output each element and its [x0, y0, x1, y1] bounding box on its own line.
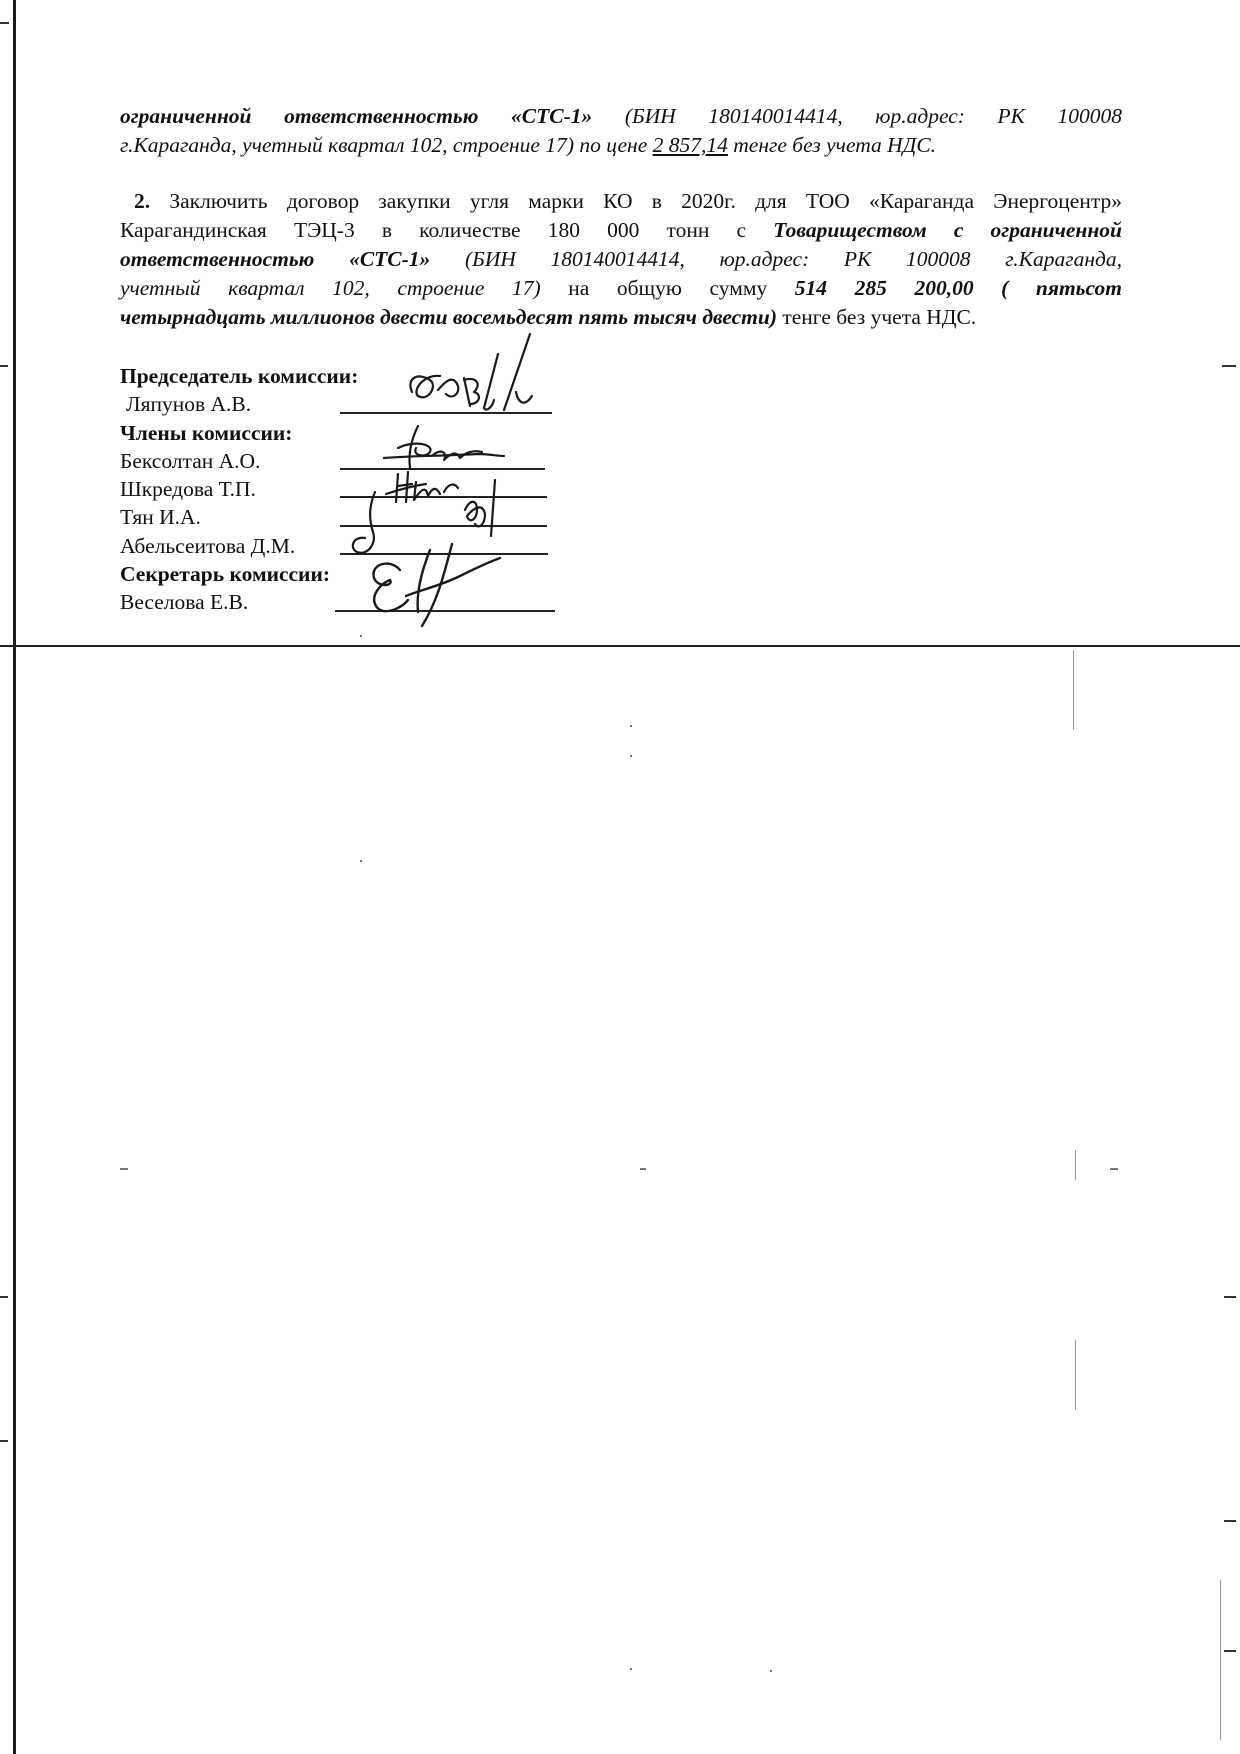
scan-tick [0, 365, 8, 367]
scan-speck [770, 1670, 772, 1672]
paragraph-1-line-2 [120, 131, 1122, 160]
partner-details: (БИН 180140014414, юр.адрес: РК 100008 г.Караганда, [464, 247, 1123, 271]
scan-speck [120, 1168, 128, 1170]
total-amount: 514 285 200,00 ( пятьсот [794, 276, 1122, 300]
scan-speck [640, 1168, 646, 1170]
paragraph-2-text: Карагандинская ТЭЦ-3 в количестве 180 000 тонн с [120, 218, 747, 242]
secretary-title: Секретарь комиссии: [120, 562, 330, 587]
scan-tick [0, 22, 9, 24]
scan-tick [1224, 1650, 1236, 1652]
paragraph-2-line-3 [120, 245, 1122, 274]
scan-speck [1075, 1150, 1076, 1180]
paragraph-2-line-4 [120, 274, 1122, 303]
paragraph-2-line-1 [120, 187, 1122, 216]
paragraph-2 [120, 187, 1122, 332]
scan-tick [1224, 1520, 1236, 1522]
scan-tick [1222, 365, 1236, 367]
company-address: г.Караганда, учетный квартал 102, строение 17) по цене [120, 133, 648, 157]
item-number: 2. [134, 189, 151, 213]
scan-speck [1073, 650, 1074, 730]
scan-tick [0, 1296, 8, 1298]
chair-signature [400, 330, 550, 422]
scan-speck [630, 1668, 632, 1670]
page-left-edge [13, 0, 16, 1754]
amount-suffix: тенге без учета НДС. [782, 305, 977, 329]
scan-fold-line [0, 645, 1240, 647]
paragraph-2-line-5 [120, 303, 1122, 332]
company-form: ограниченной ответственностью [120, 104, 479, 128]
chair-title: Председатель комиссии: [120, 364, 359, 388]
members-title: Члены комиссии: [120, 420, 293, 445]
member-name: Тян И.А. [120, 505, 201, 530]
scan-speck [1075, 1340, 1076, 1410]
member-signature [455, 476, 505, 546]
scan-tick [0, 1440, 8, 1442]
member-name: Шкредова Т.П. [120, 477, 256, 502]
amount-in-words: четырнадцать миллионов двести восемьдесят пять тысяч двести) [120, 305, 777, 329]
scan-speck [630, 755, 632, 757]
scan-speck [630, 725, 632, 727]
unit-price: 2 857,14 [652, 133, 728, 157]
scan-speck [1220, 1580, 1221, 1740]
partner-form: Товариществом с ограниченной [773, 218, 1123, 242]
company-details: (БИН 180140014414, юр.адрес: РК 100008 [624, 104, 1123, 128]
chair-name: Ляпунов А.В. [126, 392, 252, 417]
partner-name: «СТС-1» [349, 247, 431, 271]
paragraph-2-text: на общую сумму [568, 276, 768, 300]
member-name: Абельсеитова Д.М. [120, 533, 296, 558]
price-suffix: тенге без учета НДС. [733, 133, 937, 157]
partner-form: ответственностью [120, 247, 315, 271]
scan-speck [360, 860, 362, 862]
paragraph-1 [120, 102, 1122, 160]
paragraph-1-line-1 [120, 102, 1122, 131]
paragraph-2-text: Заключить договор закупки угля марки КО в 2020г. для ТОО «Караганда Энергоцентр» [169, 189, 1122, 213]
paragraph-2-line-2 [120, 216, 1122, 245]
scan-speck [360, 635, 362, 637]
scan-tick [1224, 1296, 1236, 1298]
secretary-name: Веселова Е.В. [120, 590, 249, 615]
partner-address: учетный квартал 102, строение 17) [120, 276, 541, 300]
company-name: «СТС-1» [511, 104, 593, 128]
scan-speck [1110, 1168, 1118, 1170]
member-name: Бексолтан А.О. [120, 448, 261, 473]
secretary-signature [360, 540, 510, 632]
